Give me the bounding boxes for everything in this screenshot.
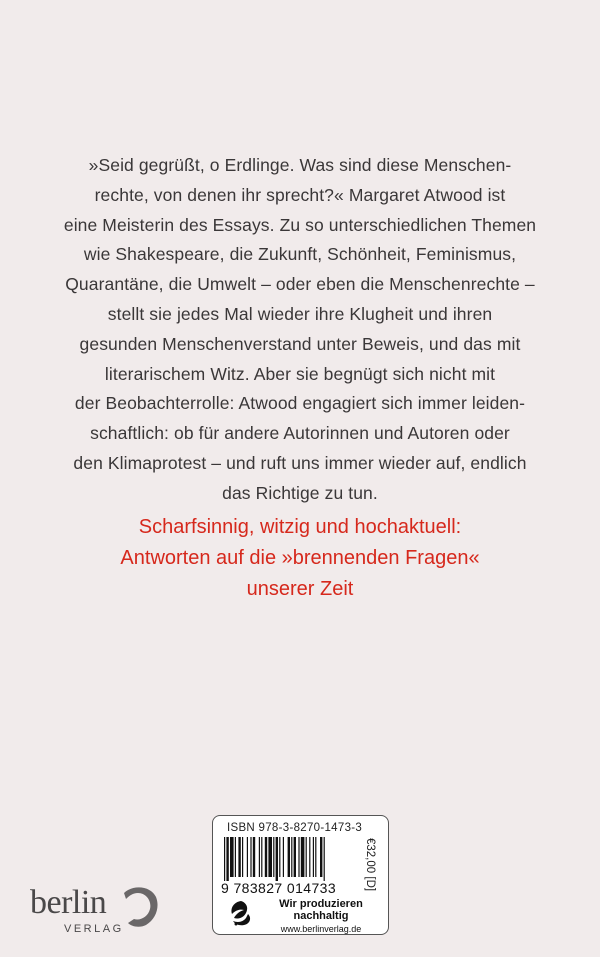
blurb-line: das Richtige zu tun. (222, 482, 378, 503)
barcode-bar (276, 837, 278, 881)
barcode-bar (253, 837, 255, 877)
blurb-line: gesunden Menschenverstand unter Beweis, und das mit (79, 333, 521, 354)
barcode-bar (294, 837, 296, 877)
blurb-line: der Beobachterrolle: Atwood engagiert sich immer leiden- (74, 393, 526, 414)
tagline (40, 512, 560, 605)
isbn-label: ISBN 978-3-8270-1473-3 (227, 822, 363, 834)
blurb-line: Quarantäne, die Umwelt – oder eben die Menschenrechte – (65, 274, 535, 295)
barcode-bar (279, 837, 280, 877)
barcode-bar (226, 837, 228, 881)
barcode-bar (298, 837, 299, 877)
barcode-bar (265, 837, 267, 877)
blurb-line: rechte, von denen ihr sprecht?« Margaret Atwood ist (94, 184, 506, 205)
barcode-bar (320, 837, 322, 877)
barcode-bar (242, 837, 243, 877)
blurb-line: den Klimaprotest – und ruft uns immer wieder auf, endlich (73, 452, 527, 473)
barcode-bar (247, 837, 248, 877)
barcode-bar (273, 837, 274, 877)
barcode-bar (313, 837, 314, 877)
barcode (224, 837, 358, 881)
eco-url: www.berlinverlag.de (280, 924, 362, 934)
price-label: €32,00 [D] (364, 838, 376, 892)
eco-message (259, 898, 383, 935)
barcode-bar (238, 837, 240, 877)
isbn-box (212, 815, 389, 935)
tagline-line: Antworten auf die »brennenden Fragen« (120, 547, 480, 569)
barcode-bar (288, 837, 290, 877)
barcode-bar (315, 837, 316, 877)
publisher-logo (30, 883, 160, 943)
barcode-bar (324, 837, 325, 881)
barcode-bar (261, 837, 262, 877)
barcode-bar (259, 837, 260, 877)
barcode-bar (224, 837, 225, 881)
barcode-bar (230, 837, 234, 877)
barcode-bar (283, 837, 284, 877)
barcode-bar (306, 837, 307, 877)
barcode-bar (291, 837, 292, 877)
publisher-sub: VERLAG (64, 923, 124, 935)
tagline-line: Scharfsinnig, witzig und hochaktuell: (138, 516, 462, 538)
blurb-text (55, 151, 545, 509)
blurb-line: wie Shakespeare, die Zukunft, Schönheit, Feminismus, (83, 244, 517, 265)
eco-line-2: nachhaltig (293, 910, 349, 922)
publisher-name: berlin (30, 884, 107, 921)
barcode-bar (235, 837, 236, 877)
blurb-line: »Seid gegrüßt, o Erdlinge. Was sind diese Menschen- (88, 155, 512, 175)
blurb-line: schaftlich: ob für andere Autorinnen und Autoren oder (90, 423, 510, 444)
bear-logo-icon (118, 885, 160, 929)
leaf-recycle-icon (226, 898, 256, 928)
tagline-line: unserer Zeit (246, 578, 354, 600)
blurb-line: eine Meisterin des Essays. Zu so unterschiedlichen Themen (63, 214, 537, 235)
barcode-bar (268, 837, 272, 877)
blurb-line: stellt sie jedes Mal wieder ihre Klugheit und ihren (107, 303, 493, 324)
barcode-bar (301, 837, 305, 877)
barcode-bar (309, 837, 310, 877)
barcode-bar (250, 837, 251, 877)
eco-line-1: Wir produzieren (279, 898, 363, 910)
blurb-line: literarischem Witz. Aber sie begnügt sich nicht mit (104, 363, 496, 384)
barcode-digits: 9 783827 014733 (221, 880, 336, 896)
